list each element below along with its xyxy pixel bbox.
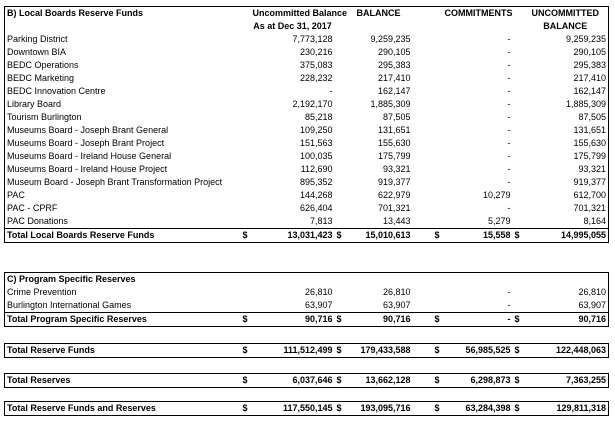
spacer	[513, 150, 523, 163]
commitments-value: 6,298,873	[470, 375, 511, 385]
row-label: Library Board	[7, 99, 62, 109]
uncommitted-balance-value: 90,716	[523, 313, 609, 327]
currency-symbol: $	[336, 403, 342, 413]
section-c-title: C) Program Specific Reserves	[7, 274, 136, 284]
spacer	[413, 344, 433, 358]
total-row	[5, 313, 609, 327]
commitments-value: -	[507, 151, 511, 161]
commitments-value: -	[507, 177, 511, 187]
uncommitted-balance-value: 7,363,255	[565, 375, 606, 385]
uncommitted-balance-2017-value: 7,813	[309, 216, 333, 226]
uncommitted-balance-2017-value: 100,035	[299, 151, 333, 161]
spacer	[433, 124, 443, 137]
spacer	[513, 72, 523, 85]
commitments-value: -	[507, 300, 511, 310]
uncommitted-balance-value: 8,164	[583, 216, 606, 226]
uncommitted-balance-value: 129,811,318	[556, 403, 606, 413]
spacer	[433, 72, 443, 85]
spacer	[513, 299, 523, 313]
table-row	[5, 176, 609, 189]
spacer	[335, 286, 345, 299]
spacer	[433, 163, 443, 176]
spacer	[241, 150, 251, 163]
spacer	[433, 137, 443, 150]
uncommitted-balance-value: 93,321	[578, 164, 606, 174]
spacer	[513, 46, 523, 59]
row-label: Total Local Boards Reserve Funds	[5, 229, 241, 243]
table-row	[5, 150, 609, 163]
spacer	[413, 137, 433, 150]
spacer	[433, 98, 443, 111]
uncommitted-balance-value: 122,448,063	[555, 345, 606, 355]
spacer	[513, 137, 523, 150]
uncommitted-balance-value: 217,410	[573, 73, 606, 83]
row-label: Museum Board - Joseph Brant Transformation Project	[7, 177, 223, 187]
spacer	[513, 59, 523, 72]
balance-value: 175,799	[377, 151, 411, 161]
row-label: PAC Donations	[7, 216, 68, 226]
uncommitted-balance-value: 175,799	[573, 151, 606, 161]
uncommitted-balance-2017-value: 111,512,499	[283, 345, 333, 355]
balance-value: 295,383	[377, 60, 411, 70]
commitments-value: -	[507, 112, 511, 122]
uncommitted-balance-value: 1,885,309	[565, 99, 606, 109]
spacer	[433, 299, 443, 313]
uncommitted-balance-2017-value: 7,773,128	[292, 34, 333, 44]
spacer	[241, 189, 251, 202]
total-row	[5, 229, 609, 243]
program-specific-reserve-table	[4, 272, 609, 327]
currency-symbol: $	[433, 229, 443, 243]
spacer	[413, 176, 433, 189]
balance-value: 179,433,588	[360, 345, 411, 355]
spacer	[433, 33, 443, 46]
spacer	[335, 124, 345, 137]
spacer	[513, 176, 523, 189]
uncommitted-balance-2017-value: 117,550,145	[282, 403, 333, 413]
currency-symbol: $	[241, 229, 251, 243]
uncommitted-balance-value: 701,321	[573, 203, 606, 213]
spacer	[413, 85, 433, 98]
balance-value: 290,105	[377, 47, 411, 57]
section-c-header-row	[5, 273, 609, 287]
spacer	[413, 229, 433, 243]
spacer	[513, 286, 523, 299]
uncommitted-balance-2017-value: 26,810	[304, 287, 333, 297]
currency-symbol: $	[434, 375, 440, 385]
row-label: Burlington International Games	[7, 300, 132, 310]
spacer	[413, 98, 433, 111]
table-row	[5, 137, 609, 150]
table-row	[5, 189, 609, 202]
uncommitted-balance-2017-value: 85,218	[304, 112, 333, 122]
spacer	[335, 150, 345, 163]
row-label: Total Reserves	[7, 375, 71, 385]
commitments-value: -	[507, 86, 511, 96]
spacer	[433, 286, 443, 299]
spacer	[413, 46, 433, 59]
uncommitted-balance-2017-value: 6,037,646	[292, 375, 333, 385]
spacer	[513, 189, 523, 202]
spacer	[413, 374, 433, 388]
spacer	[335, 299, 345, 313]
uncommitted-balance-value: 155,630	[573, 138, 606, 148]
currency-symbol: $	[336, 375, 342, 385]
balance-value: 26,810	[382, 287, 411, 297]
local-boards-reserve-table	[4, 6, 609, 243]
spacer	[433, 202, 443, 215]
uncommitted-balance-value: 63,907	[578, 300, 606, 310]
spacer	[433, 111, 443, 124]
uncommitted-balance-2017-value: 63,907	[304, 300, 333, 310]
table-row	[5, 202, 609, 215]
uncommitted-balance-value: 9,259,235	[565, 34, 606, 44]
table-row	[5, 111, 609, 124]
spacer	[335, 202, 345, 215]
uncommitted-balance-value: 612,700	[573, 190, 606, 200]
spacer	[241, 176, 251, 189]
uncommitted-header: UNCOMMITTED	[531, 8, 599, 18]
total-reserves-table	[4, 373, 609, 388]
balance-header: BALANCE	[356, 8, 401, 18]
balance-value: 622,979	[377, 190, 411, 200]
spacer	[241, 33, 251, 46]
balance-value: 87,505	[382, 112, 411, 122]
uncommitted-balance-header: Uncommitted Balance	[252, 8, 348, 18]
spacer	[335, 215, 345, 229]
total-reserve-funds-table	[4, 343, 609, 358]
table-row	[5, 286, 609, 299]
currency-symbol: $	[335, 313, 345, 327]
currency-symbol: $	[336, 345, 342, 355]
balance-value: 919,377	[377, 177, 411, 187]
balance-value: 701,321	[377, 203, 411, 213]
spacer	[433, 176, 443, 189]
spacer	[413, 313, 433, 327]
spacer	[513, 163, 523, 176]
uncommitted-balance-value: 295,383	[573, 60, 606, 70]
uncommitted-balance-value: 919,377	[573, 177, 606, 187]
table-row	[5, 124, 609, 137]
spacer	[413, 202, 433, 215]
table-row	[5, 59, 609, 72]
balance-value: 9,259,235	[370, 34, 411, 44]
spacer	[413, 163, 433, 176]
spacer	[433, 46, 443, 59]
row-label: Museums Board - Joseph Brant Project	[7, 138, 165, 148]
section-b-title: B) Local Boards Reserve Funds	[7, 8, 144, 18]
spacer	[513, 33, 523, 46]
spacer	[335, 59, 345, 72]
uncommitted-balance-value: 131,651	[573, 125, 606, 135]
spacer	[241, 72, 251, 85]
balance-value: 90,716	[345, 313, 413, 327]
commitments-value: -	[507, 287, 511, 297]
commitments-value: 63,284,398	[465, 403, 511, 413]
spacer	[241, 286, 251, 299]
table-row	[5, 163, 609, 176]
uncommitted-balance-2017-value: 230,216	[299, 47, 333, 57]
spacer	[513, 124, 523, 137]
commitments-value: -	[507, 138, 511, 148]
spacer	[413, 402, 433, 416]
row-label: BEDC Innovation Centre	[7, 86, 106, 96]
row-label: Tourism Burlington	[7, 112, 82, 122]
row-label: Total Reserve Funds	[7, 345, 95, 355]
spacer	[413, 33, 433, 46]
row-label: Downtown BIA	[7, 47, 67, 57]
spacer	[241, 59, 251, 72]
currency-symbol: $	[514, 403, 520, 413]
uncommitted-balance-2017-value: 109,250	[299, 125, 333, 135]
uncommitted-balance-value: 14,995,055	[523, 229, 609, 243]
spacer	[413, 111, 433, 124]
uncommitted-balance-2017-value: -	[329, 86, 333, 96]
commitments-value: -	[507, 47, 511, 57]
balance-value: 15,010,613	[345, 229, 413, 243]
currency-symbol: $	[241, 313, 251, 327]
spacer	[413, 299, 433, 313]
table-row	[5, 72, 609, 85]
total-reserve-funds-and-reserves-table	[4, 401, 609, 416]
spacer	[335, 111, 345, 124]
header-row-2	[5, 20, 609, 33]
balance-value: 93,321	[382, 164, 411, 174]
uncommitted-balance-value: 87,505	[578, 112, 606, 122]
spacer	[513, 111, 523, 124]
commitments-value: 15,558	[443, 229, 513, 243]
uncommitted-balance-2017-value: 90,716	[251, 313, 335, 327]
currency-symbol: $	[242, 375, 248, 385]
balance-value: 155,630	[377, 138, 411, 148]
commitments-value: -	[507, 60, 511, 70]
currency-symbol: $	[513, 313, 523, 327]
row-label: PAC - CPRF	[7, 203, 58, 213]
as-at-date-header: As at Dec 31, 2017	[253, 21, 332, 31]
spacer	[413, 150, 433, 163]
uncommitted-balance-value: 162,147	[573, 86, 606, 96]
table-row	[5, 33, 609, 46]
uncommitted-balance-2017-value: 151,563	[299, 138, 333, 148]
spacer	[335, 176, 345, 189]
commitments-value: 56,985,525	[465, 345, 511, 355]
table-row	[5, 85, 609, 98]
spacer	[413, 72, 433, 85]
balance-value: 131,651	[377, 125, 411, 135]
spacer	[241, 163, 251, 176]
spacer	[335, 163, 345, 176]
commitments-value: -	[507, 73, 511, 83]
currency-symbol: $	[514, 345, 520, 355]
summary-total-row	[5, 344, 609, 358]
uncommitted-balance-header-2: BALANCE	[543, 21, 588, 31]
summary-total-row	[5, 374, 609, 388]
spacer	[433, 85, 443, 98]
uncommitted-balance-2017-value: 895,352	[299, 177, 333, 187]
spacer	[335, 85, 345, 98]
currency-symbol: $	[514, 375, 520, 385]
uncommitted-balance-2017-value: 2,192,170	[292, 99, 333, 109]
spacer	[513, 215, 523, 229]
currency-symbol: $	[335, 229, 345, 243]
balance-value: 13,443	[382, 216, 411, 226]
balance-value: 162,147	[377, 86, 411, 96]
spacer	[433, 215, 443, 229]
spacer	[241, 202, 251, 215]
row-label: BEDC Operations	[7, 60, 79, 70]
commitments-value: -	[507, 203, 511, 213]
spacer	[413, 59, 433, 72]
commitments-value: 5,279	[487, 216, 511, 226]
spacer	[335, 189, 345, 202]
spacer	[335, 46, 345, 59]
commitments-value: 10,279	[482, 190, 511, 200]
spacer	[513, 202, 523, 215]
spacer	[335, 137, 345, 150]
currency-symbol: $	[434, 403, 440, 413]
commitments-header: COMMITMENTS	[444, 8, 513, 18]
uncommitted-balance-value: 290,105	[573, 47, 606, 57]
spacer	[241, 215, 251, 229]
row-label: BEDC Marketing	[7, 73, 75, 83]
commitments-value: -	[507, 99, 511, 109]
header-row-1	[5, 7, 609, 21]
balance-value: 13,662,128	[365, 375, 411, 385]
spacer	[413, 286, 433, 299]
uncommitted-balance-2017-value: 144,268	[299, 190, 333, 200]
table-row	[5, 215, 609, 229]
row-label: Parking District	[7, 34, 68, 44]
row-label: PAC	[7, 190, 25, 200]
uncommitted-balance-value: 26,810	[578, 287, 606, 297]
spacer	[241, 98, 251, 111]
spacer	[413, 124, 433, 137]
currency-symbol: $	[433, 313, 443, 327]
table-row	[5, 46, 609, 59]
balance-value: 1,885,309	[370, 99, 411, 109]
commitments-value: -	[443, 313, 513, 327]
row-label: Crime Prevention	[7, 287, 77, 297]
balance-value: 63,907	[382, 300, 411, 310]
balance-value: 217,410	[377, 73, 411, 83]
currency-symbol: $	[242, 403, 248, 413]
row-label: Museums Board - Ireland House General	[7, 151, 172, 161]
uncommitted-balance-2017-value: 112,690	[300, 164, 333, 174]
spacer	[513, 85, 523, 98]
spacer	[335, 72, 345, 85]
row-label: Museums Board - Ireland House Project	[7, 164, 168, 174]
spacer	[335, 98, 345, 111]
table-row	[5, 98, 609, 111]
spacer	[413, 215, 433, 229]
currency-symbol: $	[434, 345, 440, 355]
currency-symbol: $	[242, 345, 248, 355]
row-label: Total Reserve Funds and Reserves	[7, 403, 156, 413]
uncommitted-balance-2017-value: 13,031,423	[251, 229, 335, 243]
row-label: Museums Board - Joseph Brant General	[7, 125, 169, 135]
spacer	[241, 124, 251, 137]
spacer	[433, 59, 443, 72]
spacer	[241, 299, 251, 313]
spacer	[241, 111, 251, 124]
currency-symbol: $	[513, 229, 523, 243]
spacer	[413, 189, 433, 202]
spacer	[513, 98, 523, 111]
commitments-value: -	[507, 125, 511, 135]
spacer	[335, 33, 345, 46]
uncommitted-balance-2017-value: 626,404	[299, 203, 333, 213]
uncommitted-balance-2017-value: 375,083	[299, 60, 333, 70]
table-row	[5, 299, 609, 313]
commitments-value: -	[507, 34, 511, 44]
spacer	[241, 85, 251, 98]
summary-total-row	[5, 402, 609, 416]
spacer	[433, 150, 443, 163]
spacer	[433, 189, 443, 202]
spacer	[241, 46, 251, 59]
commitments-value: -	[507, 164, 511, 174]
balance-value: 193,095,716	[360, 403, 411, 413]
row-label: Total Program Specific Reserves	[5, 313, 241, 327]
spacer	[241, 137, 251, 150]
uncommitted-balance-2017-value: 228,232	[299, 73, 333, 83]
